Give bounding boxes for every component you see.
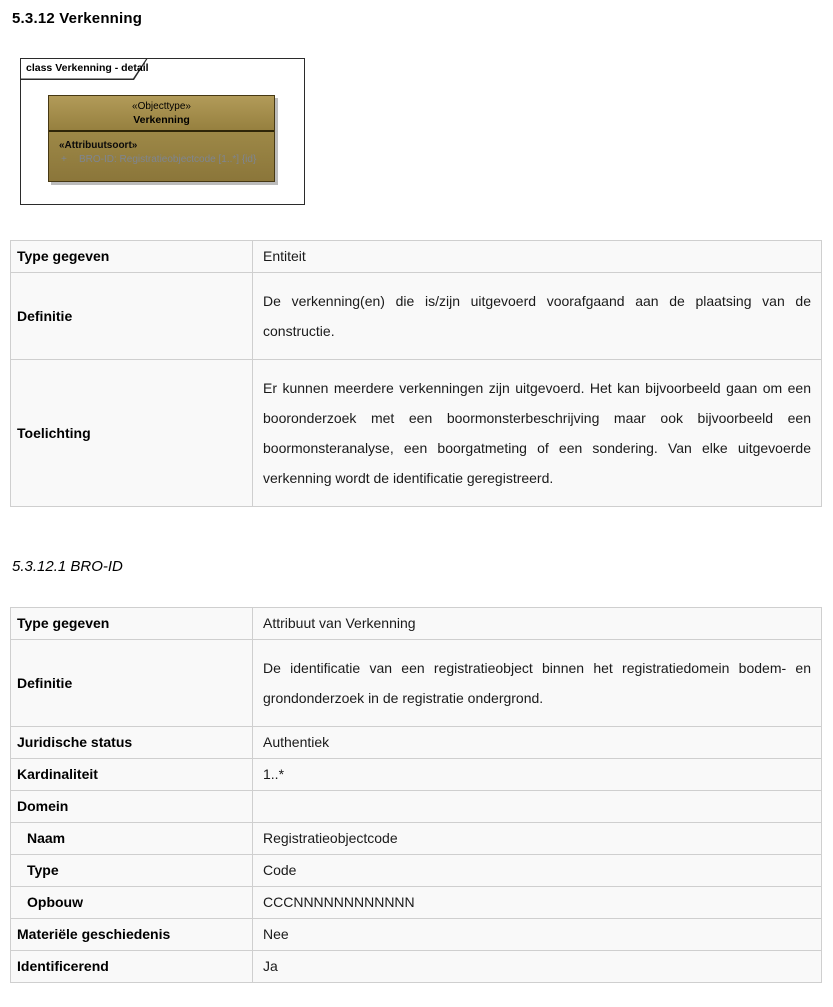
uml-class-stereotype: «Objecttype» <box>132 101 191 112</box>
uml-class-verkenning <box>48 95 275 182</box>
frame-tab-label: class Verkenning - detail <box>26 62 149 74</box>
uml-attribute-line <box>59 152 274 167</box>
row-value: Ja <box>253 951 822 983</box>
row-value: De identificatie van een registratieobject binnen het registratiedomein bodem- en grondonderzoek in de registratie ondergrond. <box>253 640 822 727</box>
row-value: Entiteit <box>253 241 822 273</box>
row-label: Type gegeven <box>11 241 253 273</box>
table-row <box>11 951 822 983</box>
subsection-heading: 5.3.12.1 BRO-ID <box>12 558 123 575</box>
diagram-frame-tab <box>20 58 148 80</box>
row-value: 1..* <box>253 759 822 791</box>
table-row <box>11 608 822 640</box>
uml-class-name: Verkenning <box>133 114 190 126</box>
table-row <box>11 791 822 823</box>
table-row <box>11 759 822 791</box>
uml-attribute-text: BRO-ID: Registratieobjectcode [1..*] {id} <box>79 154 257 165</box>
table-row <box>11 887 822 919</box>
row-label: Naam <box>11 823 253 855</box>
table-row <box>11 273 822 360</box>
attribute-spec-table <box>10 607 822 983</box>
row-label: Juridische status <box>11 727 253 759</box>
row-label: Identificerend <box>11 951 253 983</box>
row-label: Type gegeven <box>11 608 253 640</box>
row-label: Type <box>11 855 253 887</box>
uml-attribute-visibility: + <box>61 154 67 165</box>
table-row <box>11 360 822 507</box>
row-value: De verkenning(en) die is/zijn uitgevoerd voorafgaand aan de plaatsing van de constructie. <box>253 273 822 360</box>
row-value: Code <box>253 855 822 887</box>
row-value: Nee <box>253 919 822 951</box>
uml-class-header <box>49 96 274 132</box>
row-label: Kardinaliteit <box>11 759 253 791</box>
table-row <box>11 855 822 887</box>
section-heading: 5.3.12 Verkenning <box>12 10 143 27</box>
table-row <box>11 823 822 855</box>
row-label: Definitie <box>11 640 253 727</box>
row-value: Authentiek <box>253 727 822 759</box>
row-label: Opbouw <box>11 887 253 919</box>
table-row <box>11 727 822 759</box>
row-label: Definitie <box>11 273 253 360</box>
uml-attributes-compartment <box>49 132 274 181</box>
row-label: Domein <box>11 791 253 823</box>
uml-diagram-frame <box>20 58 305 205</box>
entity-spec-table <box>10 240 822 507</box>
row-value: Er kunnen meerdere verkenningen zijn uitgevoerd. Het kan bijvoorbeeld gaan om een booronderzoek met een boormonsterbeschrijving maar ook bijvoorbeeld een boormonsteranalyse, een boorgatmeting of een sondering. Van elke uitgevoerde verkenning wordt de identificatie geregistreerd. <box>253 360 822 507</box>
table-row <box>11 241 822 273</box>
row-label: Materiële geschiedenis <box>11 919 253 951</box>
row-value: Registratieobjectcode <box>253 823 822 855</box>
row-value: Attribuut van Verkenning <box>253 608 822 640</box>
table-row <box>11 640 822 727</box>
uml-attribute-stereotype: «Attribuutsoort» <box>59 140 138 151</box>
table-row <box>11 919 822 951</box>
row-label: Toelichting <box>11 360 253 507</box>
row-value <box>253 791 822 823</box>
row-value: CCCNNNNNNNNNNNN <box>253 887 822 919</box>
